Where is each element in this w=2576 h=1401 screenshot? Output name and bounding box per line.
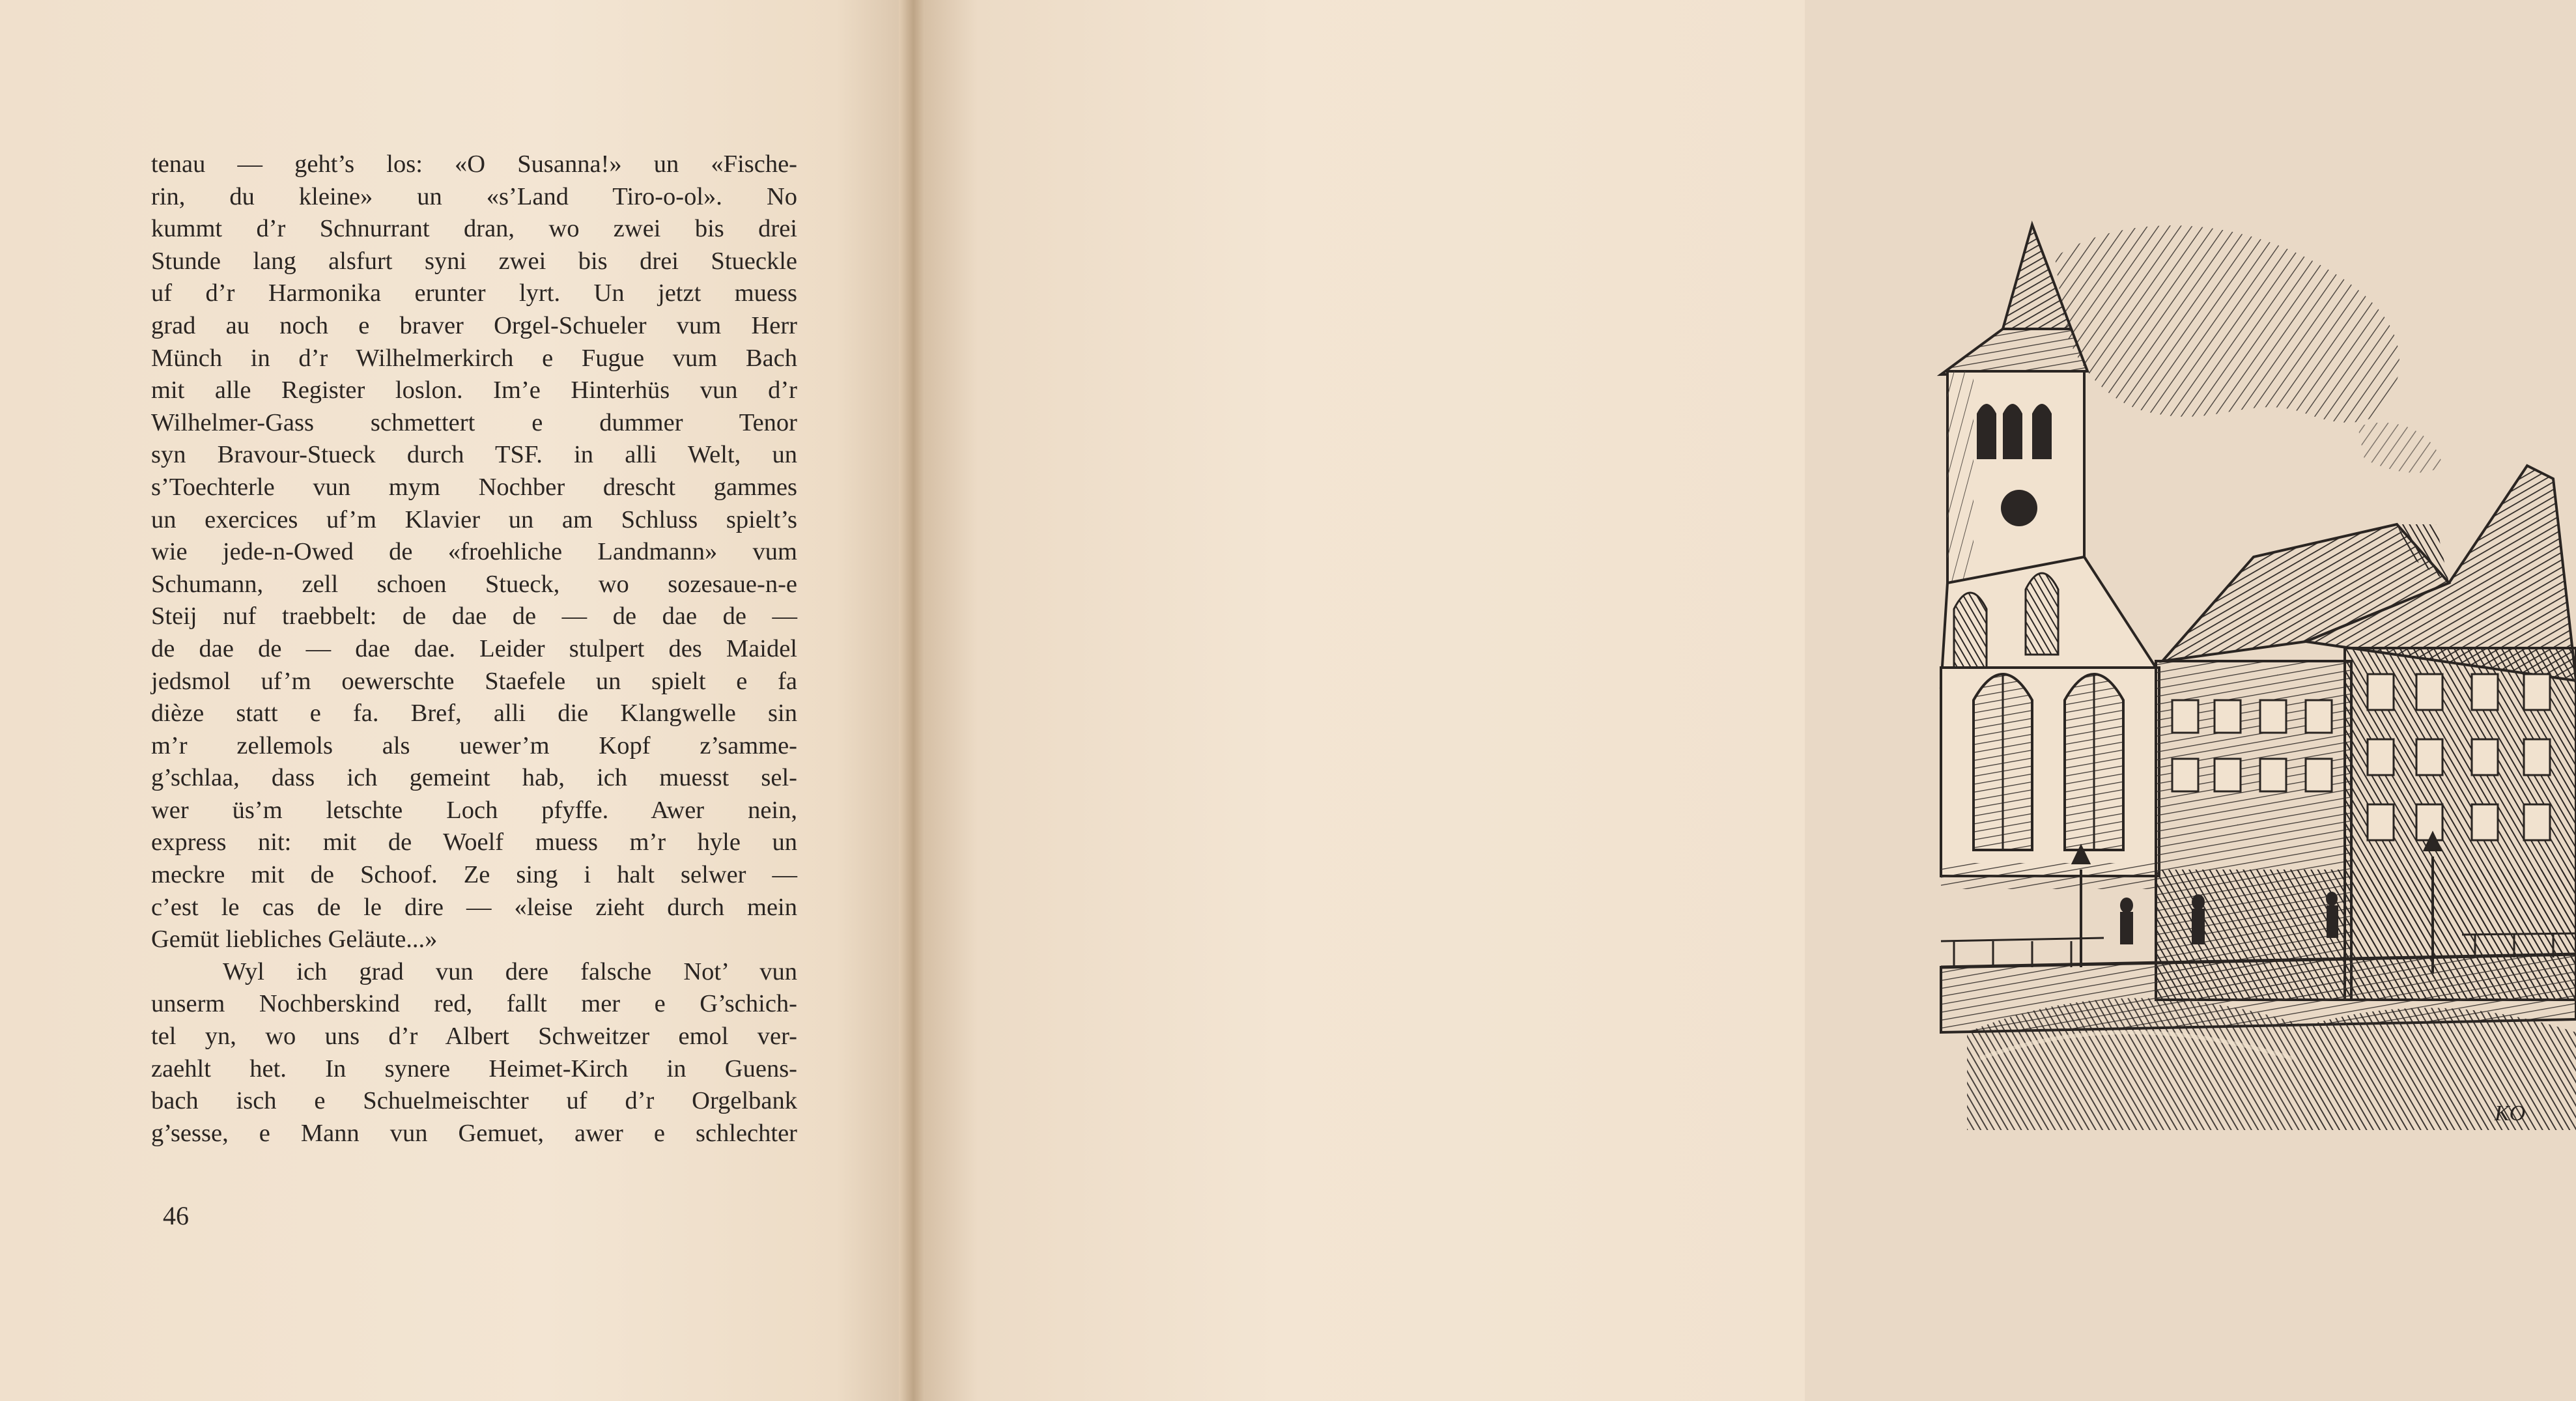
half-timbered-houses xyxy=(2156,466,2576,1000)
bridge xyxy=(1941,933,2576,1130)
text-line: rin, du kleine» un «s’Land Tiro-o-ol». No xyxy=(151,182,797,210)
page-number: 46 xyxy=(163,1201,189,1230)
text-line: wer üs’m letschte Loch pfyffe. Awer nein, xyxy=(151,796,797,824)
text-line: Wilhelmer-Gass schmettert e dummer Tenor xyxy=(151,408,797,436)
text-line: kummt d’r Schnurrant dran, wo zwei bis drei xyxy=(151,215,797,243)
church-illustration xyxy=(1941,218,2576,1130)
text-line: s’Toechterle vun mym Nochber drescht gammes xyxy=(151,473,797,501)
text-line: de dae de — dae dae. Leider stulpert des Maidel xyxy=(151,634,797,662)
text-line: meckre mit de Schoof. Ze sing i halt selwer — xyxy=(151,861,797,889)
text-line: grad au noch e braver Orgel-Schueler vum Herr xyxy=(151,311,797,339)
cloud-hatching xyxy=(2055,225,2399,423)
text-line: Gemüt liebliches Geläute...» xyxy=(151,926,438,954)
text-line: wie jede-n-Owed de «froehliche Landmann» vum xyxy=(151,538,797,566)
text-line: mit alle Register loslon. Im’e Hinterhüs vun d’r xyxy=(151,376,797,404)
text-line: Steij nuf traebbelt: de dae de — de dae de — xyxy=(151,602,797,630)
text-line: tel yn, wo uns d’r Albert Schweitzer emol ver- xyxy=(151,1023,797,1051)
church-nave xyxy=(1941,557,2159,889)
text-line: tenau — geht’s los: «O Susanna!» un «Fische- xyxy=(151,150,797,178)
text-line: Münch in d’r Wilhelmerkirch e Fugue vum Bach xyxy=(151,344,797,372)
text-line: Wyl ich grad vun dere falsche Not’ vun xyxy=(223,957,797,985)
text-line: g’sesse, e Mann vun Gemuet, awer e schlechter xyxy=(151,1119,797,1147)
text-line: g’schlaa, dass ich gemeint hab, ich muesst sel- xyxy=(151,764,797,792)
right-page xyxy=(925,0,2526,1401)
artist-signature: KO xyxy=(2495,1101,2526,1125)
text-line: jedsmol uf’m oewerschte Staefele un spielt e fa xyxy=(151,667,797,695)
text-line: c’est le cas de le dire — «leise zieht durch mein xyxy=(151,893,797,921)
text-line: zaehlt het. In synere Heimet-Kirch in Guens- xyxy=(151,1054,797,1083)
text-line: uf d’r Harmonika erunter lyrt. Un jetzt muess xyxy=(151,279,797,307)
text-line: Stunde lang alsfurt syni zwei bis drei Stueckle xyxy=(151,247,797,275)
cloud-hatching xyxy=(2358,423,2442,473)
text-line: bach isch e Schuelmeischter uf d’r Orgelbank xyxy=(151,1087,797,1115)
left-page xyxy=(0,0,909,1401)
text-line: dièze statt e fa. Bref, alli die Klangwelle sin xyxy=(151,700,797,728)
text-line: m’r zellemols als uewer’m Kopf z’samme- xyxy=(151,731,797,759)
text-line: express nit: mit de Woelf muess m’r hyle un xyxy=(151,828,797,856)
text-line: unserm Nochberskind red, fallt mer e G’schich- xyxy=(151,990,797,1018)
body-text xyxy=(151,149,797,1150)
text-line: un exercices uf’m Klavier un am Schluss spielt’s xyxy=(151,505,797,533)
text-line: syn Bravour-Stueck durch TSF. in alli Welt, un xyxy=(151,441,797,469)
text-line: Schumann, zell schoen Stueck, wo sozesaue-n-e xyxy=(151,570,797,598)
